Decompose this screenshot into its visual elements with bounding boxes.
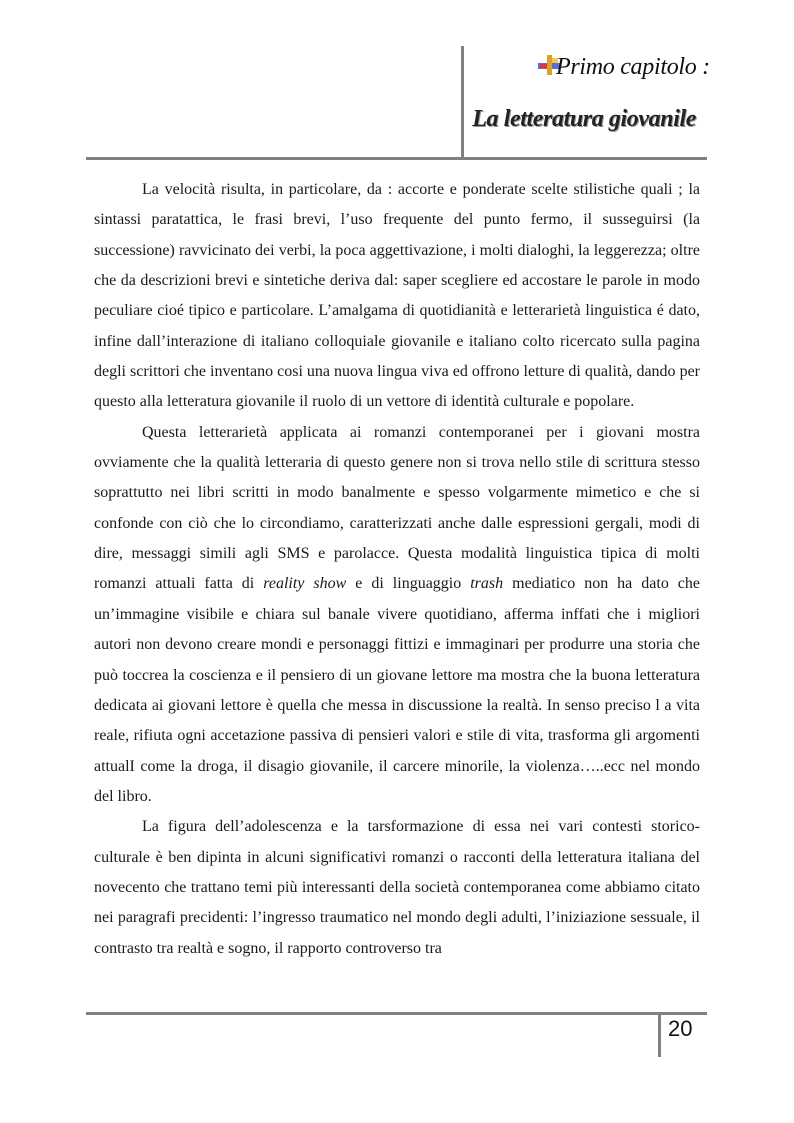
paragraph-1: La velocità risulta, in particolare, da : accorte e ponderate scelte stilistiche quali ; la sintassi paratattica, le frasi brevi, l’uso frequente del punto fermo, il susseguirsi (la successione) ravvicinato dei verbi, la poca aggettivazione, i molti dialoghi, la leggerezza; oltre che da descrizioni brevi e sintetiche deriva dal: saper scegliere ed accostare le parole in modo peculiare cioé tipico e particolare. L’amalgama di quotidianità e letterarietà linguistica é dato, infine dall’interazione di italiano colloquiale giovanile e italiano colto ricercato sulla pagina degli scrittori che inventano cosi una nuova lingua viva ed offrono letture di qualità, dando per questo alla letteratura giovanile il ruolo di un vettore di identità culturale e popolare.: [94, 181, 700, 411]
header-vertical-divider: [461, 46, 464, 158]
paragraph-3: La figura dell’adolescenza e la tarsformazione di essa nei vari contesti storico-culturale è ben dipinta in alcuni significativi romanzi o racconti della letteratura italiana del novecento che trattano temi più interessanti della società contemporanea come abbiamo citato nei paragrafi precidenti: l’ingresso traumatico nel mondo degli adulti, l’iniziazione sessuale, il contrasto tra realtà e sogno, il rapporto controverso tra: [94, 818, 700, 957]
footer-vertical-divider: [658, 1012, 661, 1057]
paragraph-2-part-2: e di linguaggio: [346, 575, 471, 593]
italic-term-reality-show: reality show: [263, 575, 347, 593]
page-number: 20: [668, 1016, 693, 1041]
paragraph-2-part-3: mediatico non ha dato che un’immagine visibile e chiara sul banale vivere quotidiano, afferma inffati che i migliori autori non devono creare mondi e personaggi fittizi e immaginari per produrre una storia che può toccrea la coscienza e il pensiero di un giovane lettore ma mostra che la buona letteratura dedicata ai giovani lettore è quella che messa in discussione la realtà. In senso preciso l a vita reale, rifiuta ogni accetazione passiva di pensieri valori e stile di vita, trasforma gli argomenti attualI come la droga, il disagio giovanile, il carcere minorile, la violenza…..ecc nel mondo del libro.: [94, 575, 701, 805]
paragraph-2: [94, 418, 700, 812]
page-body: [94, 175, 700, 964]
header-horizontal-divider: [86, 157, 707, 160]
footer-horizontal-divider: [86, 1012, 707, 1015]
chapter-label: Primo capitolo :: [556, 54, 710, 80]
paragraph-2-part-1: Questa letterarietà applicata ai romanzi contemporanei per i giovani mostra ovviamente che la qualità letteraria di questo genere non si trova nello stile di scrittura stesso soprattutto nei libri scritti in modo banalmente e spesso volgarmente mimetico e che si confonde con ciò che lo circondiamo, caratterizzati anche dalle espressioni gergali, modi di dire, messaggi simili agli SMS e parolacce. Questa modalità linguistica tipica di molti romanzi attuali fatta di: [94, 423, 700, 593]
italic-term-trash: trash: [470, 575, 504, 593]
chapter-title: La letteratura giovanile: [472, 106, 696, 132]
